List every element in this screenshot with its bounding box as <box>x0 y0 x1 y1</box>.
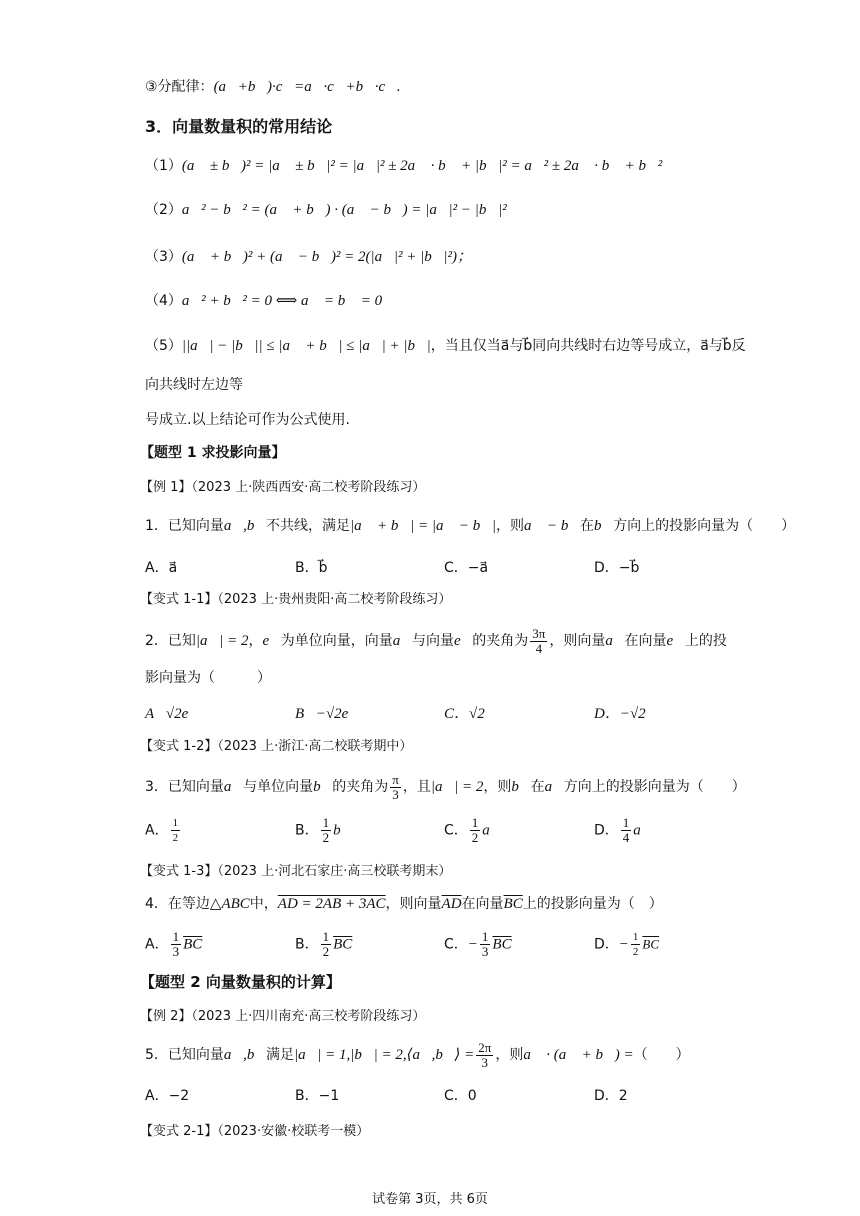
conclusion-4-formula: a⃗² + b⃗² = 0 ⟺ a⃗ = b⃗ = 0； <box>181 293 394 309</box>
q2-math: a⃗ <box>605 633 625 649</box>
q1-text: 方向上的投影向量为（ ） <box>613 518 796 534</box>
q3-math: b⃗ <box>313 779 333 795</box>
q3-text: 的夹角为 <box>332 779 389 795</box>
q2-option-b-text: B．−√2e⃗ <box>295 706 361 722</box>
fraction-numerator: 3π <box>532 625 546 641</box>
q3-math: a⃗ <box>544 779 564 795</box>
question-5 <box>145 1040 690 1070</box>
question-3 <box>145 772 746 802</box>
q4-text: 上的投影向量为（ ） <box>522 896 663 912</box>
question-2-continued: 影向量为（ ） <box>145 670 271 686</box>
q3-option-a[interactable] <box>145 816 182 845</box>
q5-math: a⃗,b⃗ <box>223 1047 267 1063</box>
fraction-denominator: 4 <box>622 830 630 845</box>
q4-vector: $\overline{BC}$ <box>183 936 203 953</box>
fraction-denominator: 3 <box>172 944 180 959</box>
conclusion-5-text: ，当且仅当a⃗与b⃗同向共线时右边等号成立，a⃗与b⃗反 <box>430 338 746 354</box>
fraction-denominator: 2 <box>632 946 639 958</box>
fraction-numerator: 1 <box>632 931 639 943</box>
q2-option-c[interactable] <box>444 703 485 725</box>
conclusion-2-formula: a⃗² − b⃗² = (a⃗ + b⃗) · (a⃗ − b⃗) = |a⃗|² − |b⃗|²； <box>181 202 519 218</box>
conclusion-5-number: （5） <box>145 338 182 354</box>
q3-a-fraction <box>171 816 181 845</box>
conclusion-5 <box>145 336 746 356</box>
q2-text: 的夹角为 <box>472 633 529 649</box>
q4-math: $\overline{AD}$ <box>441 896 462 912</box>
option-sign: − <box>467 936 478 953</box>
q5-option-d[interactable]: D．2 <box>594 1088 628 1104</box>
q4-text: ，则向量 <box>385 896 442 912</box>
q2-text: 与向量 <box>411 633 454 649</box>
question-1 <box>145 516 795 536</box>
conclusion-4-number: （4） <box>145 293 182 309</box>
q2-math: e⃗ <box>262 633 281 649</box>
type-2-title: 【题型 2 向量数量积的计算】 <box>140 973 341 991</box>
conclusion-3-number: （3） <box>145 249 182 265</box>
option-letter: A． <box>145 936 169 953</box>
q1-text: ，则 <box>496 518 525 534</box>
q5-math: a⃗ · (a⃗ + b⃗) = <box>523 1047 634 1063</box>
q4-vector: $\overline{BC}$ <box>642 936 660 952</box>
q3-text: 3．已知向量 <box>145 779 224 795</box>
q2-option-c-text: C．√2 <box>444 706 485 722</box>
q3-d-fraction <box>621 816 632 845</box>
q2-option-a[interactable] <box>145 703 200 725</box>
q2-angle-fraction <box>530 627 547 656</box>
q2-text: 上的投 <box>684 633 727 649</box>
conclusion-1 <box>145 156 674 176</box>
option-letter: B． <box>295 936 319 953</box>
q3-math: |a⃗| = 2 <box>430 779 484 795</box>
conclusion-2-number: （2） <box>145 202 182 218</box>
option-letter: A． <box>145 822 169 839</box>
q4-d-fraction <box>631 930 641 959</box>
option-sign: − <box>618 936 629 953</box>
q3-math: a⃗ <box>223 779 244 795</box>
q4-option-d[interactable] <box>594 930 659 959</box>
q3-text: ，且 <box>402 779 431 795</box>
fraction-denominator: 3 <box>481 944 489 959</box>
conclusion-4 <box>145 291 394 311</box>
type-1-title: 【题型 1 求投影向量】 <box>140 445 286 461</box>
q4-text: 4．在等边 <box>145 896 210 912</box>
fraction-denominator: 2 <box>471 830 479 845</box>
fraction-denominator: 3 <box>481 1054 489 1070</box>
q1-math: b⃗ <box>594 518 614 534</box>
q1-option-c[interactable]: C．−a⃗ <box>444 560 489 576</box>
q5-text: （ ） <box>633 1047 690 1063</box>
q4-option-c[interactable] <box>444 930 512 959</box>
fraction-numerator: 1 <box>172 817 179 829</box>
distributive-law-line <box>145 77 401 97</box>
conclusion-5-formula: ||a⃗| − |b⃗|| ≤ |a⃗ + b⃗| ≤ |a⃗| + |b⃗| <box>181 338 431 354</box>
q2-text: ， <box>248 633 263 649</box>
question-4 <box>145 894 663 914</box>
fraction-denominator: 3 <box>392 786 399 802</box>
distributive-law-formula: (a⃗+b⃗)·c⃗=a⃗·c⃗+b⃗·c⃗. <box>213 79 401 95</box>
q5-option-b[interactable]: B．−1 <box>295 1088 340 1104</box>
q3-text: 在 <box>530 779 545 795</box>
option-letter: B． <box>295 822 319 839</box>
q5-angle-fraction <box>476 1041 493 1070</box>
q3-c-fraction <box>470 816 481 845</box>
q4-c-fraction <box>480 930 491 959</box>
q1-math: a⃗ − b⃗ <box>524 518 581 534</box>
fraction-denominator: 4 <box>535 640 543 656</box>
fraction-numerator: 1 <box>172 929 180 944</box>
q3-option-c[interactable] <box>444 816 501 845</box>
q4-math: AD = 2AB + 3AC <box>277 896 386 912</box>
q4-text: 中， <box>249 896 278 912</box>
q4-math: △ABC <box>209 896 250 912</box>
option-letter: D． <box>594 936 619 953</box>
conclusion-2 <box>145 200 518 220</box>
option-letter: C． <box>444 936 468 953</box>
q2-math: |a⃗| = 2 <box>195 633 249 649</box>
q5-text: ，则 <box>495 1047 524 1063</box>
fraction-denominator: 2 <box>322 830 330 845</box>
q3-b-fraction <box>321 816 332 845</box>
q2-option-d[interactable] <box>594 703 646 725</box>
q1-text: 1．已知向量 <box>145 518 224 534</box>
question-2 <box>145 626 727 656</box>
q3-option-b[interactable] <box>295 816 352 845</box>
q5-option-a[interactable]: A．−2 <box>145 1088 190 1104</box>
fraction-numerator: 1 <box>471 815 479 830</box>
q2-math: e⃗ <box>666 633 685 649</box>
variant-1-1-label: 【变式 1-1】（2023 上·贵州贵阳·高二校考阶段练习） <box>140 592 452 607</box>
page-footer: 试卷第 3页，共 6页 <box>372 1192 488 1207</box>
q3-text: 方向上的投影向量为（ ） <box>563 779 746 795</box>
variant-1-3-label: 【变式 1-3】（2023 上·河北石家庄·高三校联考期末） <box>140 864 452 879</box>
q4-text: 在向量 <box>461 896 504 912</box>
q2-text: 为单位向量，向量 <box>280 633 393 649</box>
fraction-numerator: 1 <box>481 929 489 944</box>
q2-text: 在向量 <box>624 633 667 649</box>
example-2-label: 【例 2】（2023 上·四川南充·高三校考阶段练习） <box>140 1009 426 1024</box>
conclusion-1-number: （1） <box>145 158 182 174</box>
option-letter: C． <box>444 822 468 839</box>
q1-text: 不共线，满足 <box>266 518 351 534</box>
q3-text: ，则 <box>483 779 512 795</box>
q4-option-b[interactable] <box>295 930 352 959</box>
q2-math: a⃗ <box>392 633 412 649</box>
fraction-numerator: 1 <box>622 815 630 830</box>
q1-text: 在 <box>580 518 595 534</box>
q2-option-b[interactable] <box>295 703 360 725</box>
q1-option-a[interactable]: A．a⃗ <box>145 560 178 576</box>
q3-text: 与单位向量 <box>243 779 314 795</box>
q4-vector: $\overline{BC}$ <box>492 936 512 953</box>
q2-option-d-text: D．−√2 <box>594 706 646 722</box>
q3-angle-fraction <box>390 773 401 802</box>
q4-math: $\overline{BC}$ <box>503 896 523 912</box>
q2-text: 2．已知 <box>145 633 196 649</box>
q3-b-vector: b⃗ <box>333 822 353 839</box>
fraction-numerator: 1 <box>322 815 330 830</box>
fraction-denominator: 2 <box>172 832 179 844</box>
conclusion-1-formula: (a⃗ ± b⃗)² = |a⃗ ± b⃗|² = |a⃗|² ± 2a⃗ · b⃗ + |b⃗|² = a⃗² ± 2a⃗ · b⃗ + b⃗²； <box>181 158 674 174</box>
q1-math: a⃗,b⃗ <box>223 518 267 534</box>
section-3-title: 3．向量数量积的常用结论 <box>145 117 333 136</box>
q3-option-d[interactable] <box>594 816 652 845</box>
q5-math: |a⃗| = 1,|b⃗| = 2,⟨a⃗,b⃗⟩ = <box>294 1047 475 1063</box>
q3-math: b⃗ <box>511 779 531 795</box>
option-letter: D． <box>594 822 619 839</box>
distributive-law-label: ③分配律： <box>145 79 214 95</box>
fraction-denominator: 2 <box>322 944 330 959</box>
variant-2-1-label: 【变式 2-1】（2023·安徽·校联考一模） <box>140 1124 370 1139</box>
fraction-numerator: π <box>392 771 399 787</box>
fraction-numerator: 2π <box>478 1039 492 1055</box>
q4-b-fraction <box>321 930 332 959</box>
example-1-label: 【例 1】（2023 上·陕西西安·高二校考阶段练习） <box>140 480 426 495</box>
fraction-numerator: 1 <box>322 929 330 944</box>
q1-option-b[interactable]: B．b⃗ <box>295 560 328 576</box>
q1-option-d[interactable]: D．−b⃗ <box>594 560 640 576</box>
conclusion-3-formula: (a⃗ + b⃗)² + (a⃗ − b⃗)² = 2(|a⃗|² + |b⃗|²)； <box>181 249 472 265</box>
q2-math: e⃗ <box>453 633 473 649</box>
q4-option-a[interactable] <box>145 930 202 959</box>
q5-text: 5．已知向量 <box>145 1047 224 1063</box>
q2-option-a-text: A．√2e⃗ <box>145 706 200 722</box>
q5-text: 满足 <box>266 1047 295 1063</box>
q5-option-c[interactable]: C．0 <box>444 1088 477 1104</box>
variant-1-2-label: 【变式 1-2】（2023 上·浙江·高二校联考期中） <box>140 739 413 754</box>
q2-text: ，则向量 <box>549 633 606 649</box>
q1-math: |a⃗ + b⃗| = |a⃗ − b⃗| <box>350 518 497 534</box>
q4-a-fraction <box>171 930 182 959</box>
conclusion-5-continued-1: 向共线时左边等 <box>145 377 243 393</box>
q3-d-vector: a⃗ <box>633 822 653 839</box>
q4-vector: $\overline{BC}$ <box>333 936 353 953</box>
conclusion-5-continued-2: 号成立.以上结论可作为公式使用. <box>145 412 350 428</box>
q3-c-vector: a⃗ <box>482 822 502 839</box>
conclusion-3 <box>145 247 472 267</box>
